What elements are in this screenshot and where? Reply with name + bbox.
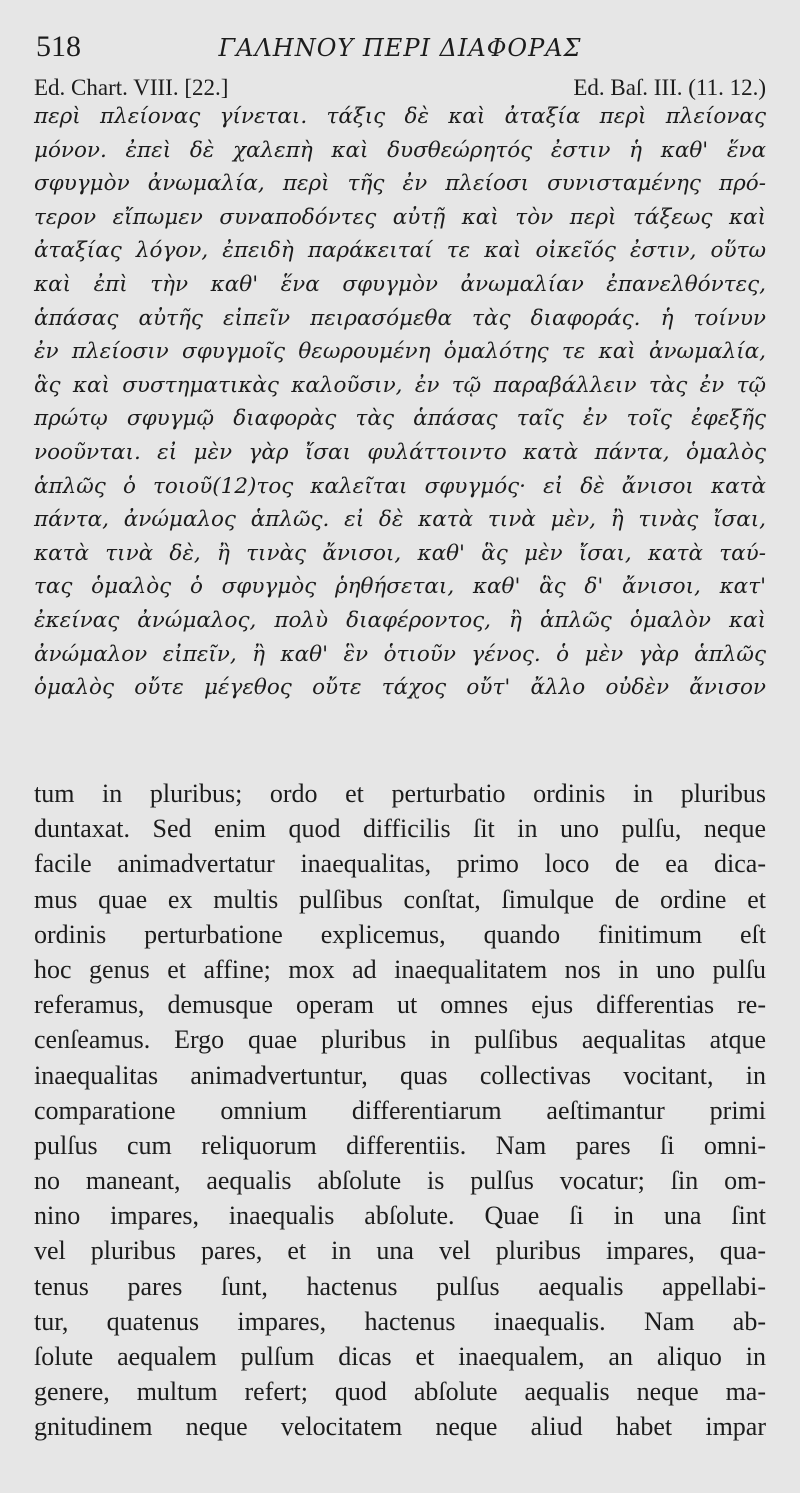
latin-line: hoc genus et affine; mox ad inaequalitatem nos in uno pulſu — [34, 954, 766, 984]
greek-text-block — [34, 100, 766, 705]
latin-line: cenſeamus. Ergo quae pluribus in pulſibus aequalitas atque — [34, 1025, 766, 1055]
latin-line: facile animadvertatur inaequalitas, primo loco de ea dica- — [34, 849, 766, 879]
latin-line: pulſus cum reliquorum differentiis. Nam pares ſi omni- — [34, 1130, 766, 1160]
latin-line: duntaxat. Sed enim quod difficilis ſit in uno pulſu, neque — [34, 814, 766, 844]
edition-chartier-reference: Ed. Chart. VIII. [22.] — [34, 75, 229, 100]
latin-line: ordinis perturbatione explicemus, quando finitimum eſt — [34, 919, 766, 949]
greek-line: σφυγμὸν ἀνωμαλία, περὶ τῆς ἐν πλείοσι συνισταμένης πρό- — [34, 171, 766, 197]
latin-line: vel pluribus pares, et in una vel pluribus impares, qua- — [34, 1236, 766, 1266]
greek-line: ἀταξίας λόγον, ἐπειδὴ παράκειταί τε καὶ οἰκεῖός ἐστιν, οὕτω — [34, 238, 766, 264]
greek-line: κατὰ τινὰ δὲ, ἢ τινὰς ἄνισοι, καθ' ἃς μὲν ἴσαι, κατὰ ταύ- — [34, 540, 766, 566]
running-title: ΓΑΛΗΝΟΥ ΠΕΡΙ ΔΙΑΦΟΡΑΣ — [218, 34, 582, 62]
latin-line: mus quae ex multis pulſibus conſtat, ſimulque de ordine et — [34, 884, 766, 914]
latin-text-block — [34, 776, 766, 1445]
latin-line: ſolute aequalem pulſum dicas et inaequalem, an aliquo in — [34, 1342, 766, 1371]
edition-basel-reference: Ed. Baſ. III. (11. 12.) — [573, 75, 766, 100]
greek-line: ἁπάσας αὐτῆς εἰπεῖν πειρασόμεθα τὰς διαφοράς. ἡ τοίνυν — [34, 305, 766, 331]
greek-line: καὶ ἐπὶ τὴν καθ' ἕνα σφυγμὸν ἀνωμαλίαν ἐπανελθόντες, — [34, 271, 766, 297]
latin-line: tenus pares ſunt, hactenus pulſus aequalis appellabi- — [34, 1271, 766, 1301]
greek-line: μόνον. ἐπεὶ δὲ χαλεπὴ καὶ δυσθεώρητός ἐστιν ἡ καθ' ἕνα — [34, 137, 766, 163]
greek-line: τας ὁμαλὸς ὁ σφυγμὸς ῥηθήσεται, καθ' ἃς δ' ἄνισοι, κατ' — [34, 574, 766, 600]
latin-line: referamus, demusque operam ut omnes ejus differentias re- — [34, 990, 766, 1020]
greek-line: πρώτῳ σφυγμῷ διαφορὰς τὰς ἁπάσας ταῖς ἐν τοῖς ἐφεξῆς — [34, 406, 766, 432]
greek-line: ἐν πλείοσιν σφυγμοῖς θεωρουμένη ὁμαλότης τε καὶ ἀνωμαλία, — [34, 339, 766, 365]
latin-line: no maneant, aequalis abſolute is pulſus vocatur; ſin om- — [34, 1166, 766, 1196]
greek-line: ἐκείνας ἀνώμαλος, πολὺ διαφέροντος, ἢ ἁπλῶς ὁμαλὸν καὶ — [34, 607, 766, 633]
greek-line: νοοῦνται. εἰ μὲν γὰρ ἴσαι φυλάττοιντο κατὰ πάντα, ὁμαλὸς — [34, 439, 766, 465]
latin-line: inaequalitas animadvertuntur, quas collectivas vocitant, in — [34, 1060, 766, 1090]
latin-line: comparatione omnium differentiarum aeſtimantur primi — [34, 1095, 766, 1125]
greek-line: ἃς καὶ συστηματικὰς καλοῦσιν, ἐν τῷ παραβάλλειν τὰς ἐν τῷ — [34, 372, 766, 398]
greek-line: ἁπλῶς ὁ τοιοῦ(12)τος καλεῖται σφυγμός· εἰ δὲ ἄνισοι κατὰ — [34, 473, 766, 499]
greek-line: τερον εἴπωμεν συναποδόντες αὐτῇ καὶ τὸν περὶ τάξεως καὶ — [34, 204, 766, 230]
latin-line: tur, quatenus impares, hactenus inaequalis. Nam ab- — [34, 1306, 766, 1336]
latin-line: tum in pluribus; ordo et perturbatio ordinis in pluribus — [34, 779, 766, 808]
page-header — [34, 30, 766, 64]
latin-line: gnitudinem neque velocitatem neque aliud habet impar — [34, 1412, 766, 1442]
greek-line: περὶ πλείονας γίνεται. τάξις δὲ καὶ ἀταξία περὶ πλείονας — [34, 104, 766, 129]
greek-line: ἀνώμαλον εἰπεῖν, ἢ καθ' ἓν ὁτιοῦν γένος. ὁ μὲν γὰρ ἁπλῶς — [34, 641, 766, 667]
latin-line: genere, multum refert; quod abſolute aequalis neque ma- — [34, 1377, 766, 1407]
latin-line: nino impares, inaequalis abſolute. Quae ſi in una ſint — [34, 1201, 766, 1231]
greek-line: ὁμαλὸς οὔτε μέγεθος οὔτε τάχος οὔτ' ἄλλο οὐδὲν ἄνισον — [34, 675, 766, 701]
page-number: 518 — [36, 30, 81, 63]
greek-line: πάντα, ἀνώμαλος ἁπλῶς. εἰ δὲ κατὰ τινὰ μὲν, ἢ τινὰς ἴσαι, — [34, 507, 766, 533]
